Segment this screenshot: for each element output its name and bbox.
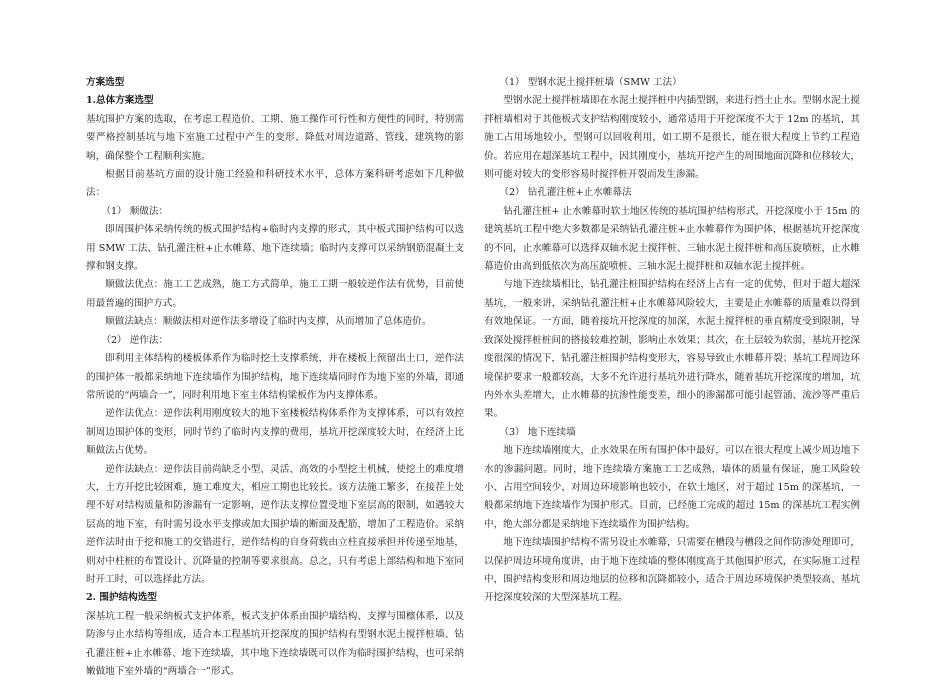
document-title: 方案选型 xyxy=(86,77,125,88)
paragraph: 顺做法优点：施工工艺成熟，施工方式简单，施工工期一般较逆作法有优势，目前使用最普遍的围护方式。 xyxy=(86,279,464,309)
right-column xyxy=(484,74,860,608)
paragraph: 即利用主体结构的楼板体系作为临时挖土支撑系统，并在楼板上预留出土口，逆作法的围护体一般都采纳地下连续墙作为围护结构，地下连续墙同时作为地下室的外墙，即通常所说的“两墙合一”，同时利用地下室主体结构梁板作为内支撑体系。 xyxy=(86,353,464,401)
subheading-sequential-method: （1） 顺做法： xyxy=(101,205,169,217)
section-heading-overall-scheme: 1.总体方案选型 xyxy=(86,95,154,107)
subheading-diaphragm-wall: （3） 地下连续墙 xyxy=(499,426,576,438)
paragraph: 深基坑工程一般采纳板式支护体系，板式支护体系由围护墙结构、支撑与围檩体系，以及防渗与止水结构等组成，适合本工程基坑开挖深度的围护结构有型钢水泥土搅拌桩墙、钻孔灌注桩+止水帷幕、地下连续墙，其中地下连续墙既可以作为临时围护结构，也可采纳嫩做地下室外墙的“两墙合一”形式。 xyxy=(86,610,464,677)
subheading-top-down-method: （2） 逆作法： xyxy=(101,334,169,346)
paragraph: 地下连续墙围护结构不需另设止水帷幕，只需要在槽段与槽段之间作防渗处理即可，以保护周边环境角度讲，由于地下连续墙的整体刚度高于其他围护形式，在实际施工过程中，围护结构变形和周边地层的位移和沉降都较小，适合于周边环境保护类型较高、基坑开挖深度较深的大型深基坑工程。 xyxy=(484,537,860,604)
paragraph: 根据目前基坑方面的设计施工经验和科研技术水平，总体方案科研考虑如下几种做法： xyxy=(86,169,464,199)
paragraph: 逆作法优点：逆作法利用刚度较大的地下室楼板结构体系作为支撑体系，可以有效控制周边围护体的变形，同时节约了临时内支撑的费用，基坑开挖深度较大时，在经济上比顺做法占优势。 xyxy=(86,408,464,457)
left-column xyxy=(86,74,464,681)
paragraph: 顺做法缺点：顺做法相对逆作法多增设了临时内支撑，从而增加了总体造价。 xyxy=(105,316,432,328)
paragraph: 与地下连续墙相比，钻孔灌注桩围护结构在经济上占有一定的优势，但对于超大超深基坑，一般来讲，采纳钻孔灌注桩+止水帷幕风险较大，主要是止水帷幕的质量难以得到有效地保证。一方面，随着接坑开挖深度的加深，水泥土搅拌桩的垂直精度受到限制，导致深处搅拌桩桩间的搭接较难控制，影响止水效果；其次，在土层较为软弱，基坑开挖深度很深的情况下，钻孔灌注桩围护结构变形大，容易导致止水帷幕开裂；基坑工程周边环境保护要求一般都较高，大多不允许进行基坑外进行降水，随着基坑开挖深度的增加，坑内外水头差增大，止水帷幕的抗渗性能变差，细小的渗漏都可能引起管涌、流沙等严重后果。 xyxy=(484,279,860,420)
paragraph: 钻孔灌注桩+ 止水帷幕时软土地区传统的基坑围护结构形式，开挖深度小于 15m 的建筑基坑工程中绝大多数都是采纳钻孔灌注桩+止水帷幕作为围护体，根据基坑开挖深度的不同，止水帷幕可以选择双轴水泥土搅拌桩、三轴水泥土搅拌桩和高压旋喷桩，止水帷幕造价由高到低依次为高压旋喷桩、三轴水泥土搅拌桩和双轴水泥土搅拌桩。 xyxy=(484,205,860,273)
subheading-bored-pile: （2） 钻孔灌注桩+止水帷幕法 xyxy=(499,187,632,199)
paragraph: 即周围护体采纳传统的板式围护结构+临时内支撑的形式，其中板式围护结构可以选用 SMW 工法、钻孔灌注桩+止水帷幕、地下连续墙；临时内支撑可以采纳钢筋混凝土支撑和钢支撑。 xyxy=(86,224,464,273)
paragraph: 逆作法缺点：逆作法目前尚缺乏小型、灵活、高效的小型挖土机械，使挖土的难度增大，土方开挖比较困难，施工难度大，相应工期也比较长。该方法施工繁多，在接茬上处理不好对结构质量和防渗漏有一定影响，逆作法支撑位置受地下室层高的限制，如遇较大层高的地下室，有时需另设水平支撑或加大围护墙的断面及配筋，增加了工程造价。采纳逆作法时由于挖和施工的交错进行，逆作结构的自身荷载由立柱直接承担并传递至地基，则对中柱桩的布置设计、沉降量的控制等要求很高。总之，只有考虑上部结构和地下室同时开工时，可以选择此方法。 xyxy=(86,463,464,585)
paragraph: 地下连续墙刚度大，止水效果在所有围护体中最好，可以在很大程度上减少周边地下水的渗漏问题。同时，地下连续墙方案施工工艺成熟，墙体的质量有保证，施工风险较小、占用空间较少，对周边环境影响也较小，在软土地区，对于超过 15m 的深基坑，一般都采纳地下连续墙作为围护形式。目前，已经施工完成的超过 15m 的深基坑工程实例中，绝大部分都是采纳地下连续墙作为围护结构。 xyxy=(484,445,860,530)
paragraph: 型钢水泥土搅拌桩墙即在水泥土搅拌桩中内插型钢，来进行挡土止水。型钢水泥土搅拌桩墙相对于其他板式支护结构刚度较小，通常适用于开挖深度不大于 12m 的基坑，其施工占用场地较小，型钢可以回收利用，如工期不是很长，能在很大程度上节约工程造价。若应用在超深基坑工程中，因其刚度小，基坑开挖产生的周围地面沉降和位移较大，则可能对较大的变形容易时搅拌桩开裂而发生渗漏。 xyxy=(484,95,860,181)
subheading-smw: （1） 型钢水泥土搅拌桩墙（SMW 工法） xyxy=(499,77,682,88)
paragraph: 基坑围护方案的选取，在考虑工程造价、工期、施工操作可行性和方便性的同时，特别需要严格控制基坑与地下室施工过程中产生的变形、降低对周边道路、管线、建筑物的影响，确保整个工程顺利实施。 xyxy=(86,113,464,162)
section-heading-retaining-structure: 2. 围护结构选型 xyxy=(86,592,157,604)
